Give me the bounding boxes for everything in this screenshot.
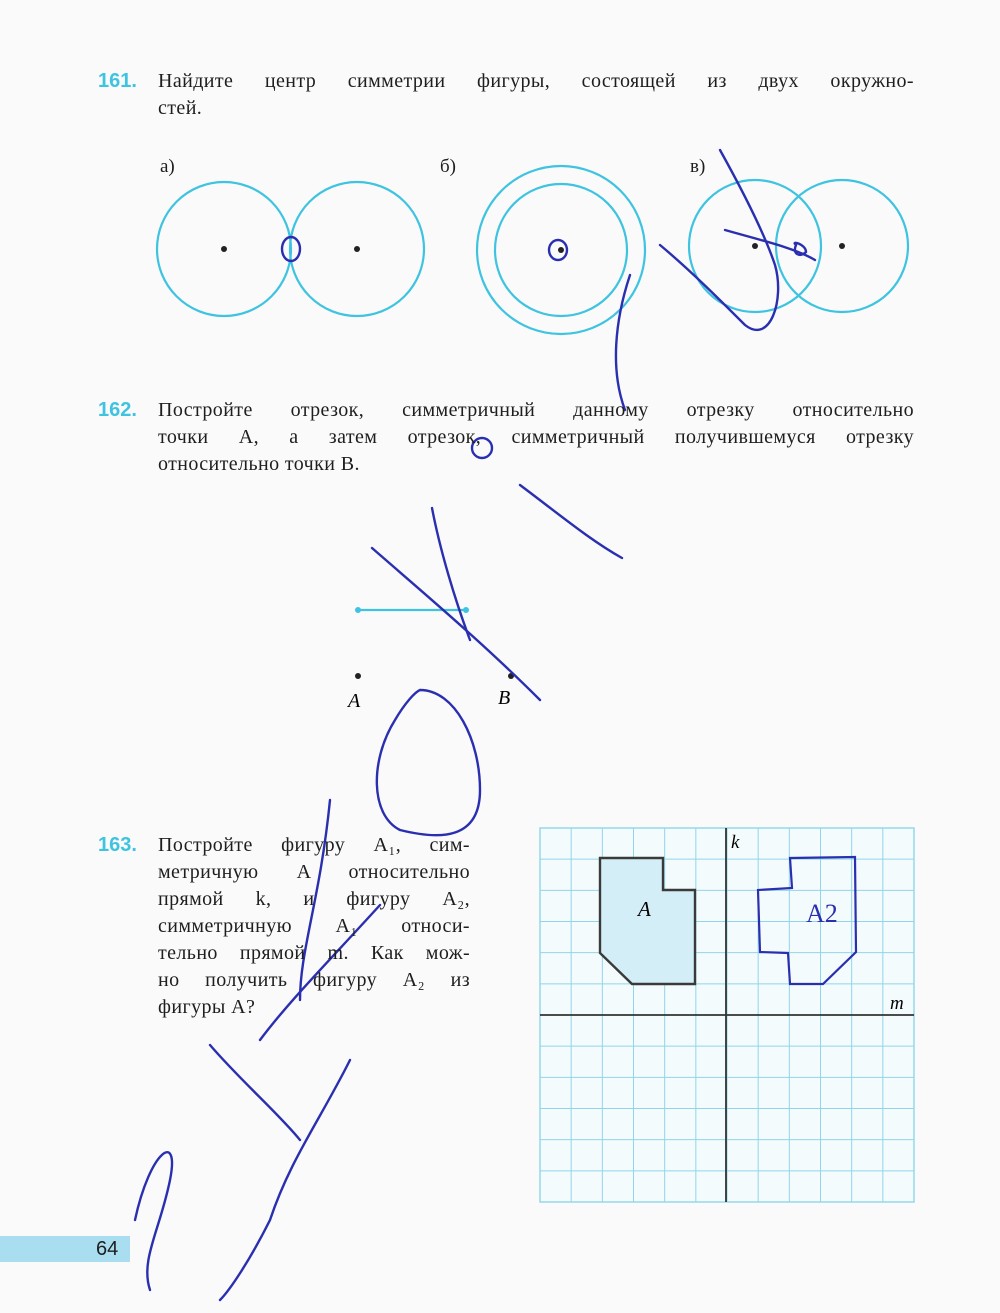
problem-162-text	[158, 397, 914, 478]
center-dot	[558, 247, 564, 253]
problem-163-line-5: тельно прямой m. Как мож-	[158, 942, 470, 964]
scribble-stroke	[220, 1060, 350, 1300]
problem-163-line-4: симметричную A₁ относи-	[158, 915, 470, 937]
problem-163-line-6: но получить фигуру A₂ из	[158, 969, 470, 991]
point-a-label: A	[348, 690, 361, 712]
figure-a-label: A	[638, 897, 651, 921]
figure-label-b: б)	[440, 156, 456, 177]
figure-161c	[689, 180, 908, 312]
scribble-stroke	[210, 1045, 300, 1140]
problem-163-line-2: метричную A относительно	[158, 861, 470, 883]
problem-163-line-7: фигуры A?	[158, 996, 256, 1018]
center-dot	[752, 243, 758, 249]
figure-label-a: а)	[160, 156, 175, 177]
segment-endpoint	[355, 607, 361, 613]
scribble-stroke	[520, 485, 622, 558]
segment-endpoint	[463, 607, 469, 613]
problem-163-number: 163.	[98, 834, 137, 856]
problem-162-line-2: точки A, а затем отрезок, симметричный получившемуся отрезку	[158, 426, 914, 448]
scribble-loop	[377, 690, 480, 835]
scribble-stroke	[372, 548, 540, 700]
coordinate-grid	[540, 828, 914, 1202]
scribble-stroke	[616, 275, 630, 410]
center-dot	[839, 243, 845, 249]
point-b-label: B	[498, 687, 511, 709]
figure-label-c: в)	[690, 156, 706, 177]
figure-161a	[157, 182, 424, 316]
problem-161-number: 161.	[98, 70, 137, 92]
problem-162-line-3: относительно точки B.	[158, 453, 360, 475]
problem-161-line-2: стей.	[158, 97, 203, 119]
center-dot	[221, 246, 227, 252]
scribble-loop	[135, 1152, 172, 1290]
line-k-label: k	[731, 832, 740, 853]
line-m-label: m	[890, 993, 904, 1014]
problem-162-line-1: Постройте отрезок, симметричный данному отрезку относительно	[158, 399, 914, 421]
center-dot	[354, 246, 360, 252]
problem-163-line-1: Постройте фигуру A₁, сим-	[158, 834, 470, 856]
page-number: 64	[96, 1238, 119, 1260]
problem-163-line-3: прямой k, и фигуру A₂,	[158, 888, 470, 910]
problem-163-text	[158, 832, 470, 1021]
problem-161-line-1: Найдите центр симметрии фигуры, состоящей из двух окружно-	[158, 70, 914, 92]
figure-162	[346, 607, 514, 712]
point-a-dot	[355, 673, 361, 679]
scribble-stroke	[432, 508, 470, 640]
handwritten-a2-label: A2	[806, 899, 838, 928]
problem-162-number: 162.	[98, 399, 137, 421]
